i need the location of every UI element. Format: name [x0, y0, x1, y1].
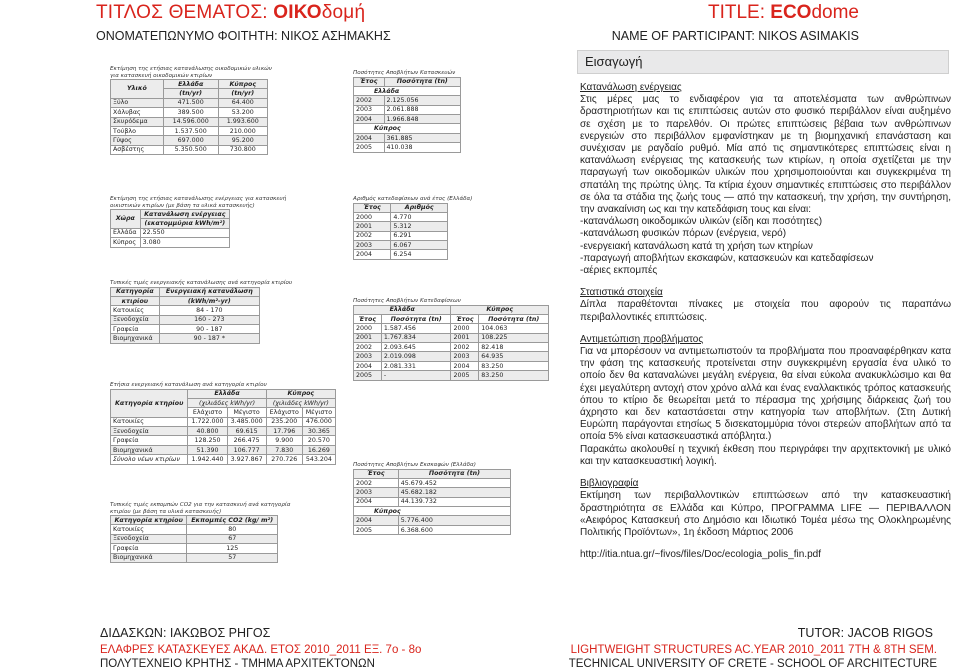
table-cell: 1.966.848: [384, 115, 460, 124]
table-cell: Ξενοδοχεία: [111, 534, 187, 543]
column-header: Έτος: [354, 203, 391, 212]
table-cell: 2003: [354, 105, 385, 114]
table-row: [111, 145, 268, 154]
table-row: [354, 250, 448, 259]
column-header: Αριθμός: [391, 203, 448, 212]
table-row: [354, 488, 511, 497]
table-cell: 108.225: [479, 333, 549, 342]
intro-section-box: [577, 50, 949, 74]
table-demolitions: [353, 196, 473, 260]
table-row: [354, 105, 461, 114]
heading-solution: Αντιμετώπιση προβλήματος: [580, 333, 704, 345]
table-cell: Ελλάδα: [111, 228, 141, 237]
student-name-english: NAME OF PARTICIPANT: NIKOS ASIMAKIS: [611, 29, 859, 43]
table-cell: 2002: [451, 343, 479, 352]
column-header: Κατηγορία κτηρίου: [111, 516, 187, 525]
table-row: [111, 126, 268, 135]
table-row: [354, 371, 549, 380]
column-header: Ελλάδα: [163, 80, 218, 89]
table-cell: 697.000: [163, 136, 218, 145]
table-caption: Ποσότητες Αποβλήτων Εκσκαφών (Ελλάδα): [353, 462, 476, 468]
table-cell: Ξύλο: [111, 98, 164, 107]
table-cell: 53.200: [218, 108, 267, 117]
table-row: [354, 143, 461, 152]
column-header: Ποσότητα (tn): [381, 314, 451, 323]
table-cell: 2004: [354, 497, 399, 506]
table-cell: 2003: [354, 488, 399, 497]
course-greek: ΕΛΑΦΡΕΣ ΚΑΤΑΣΚΕΥΕΣ ΑΚΑΔ. ΕΤΟΣ 2010_2011 ΕΞ. 7ο - 8ο: [100, 644, 422, 656]
table-cell: 20.570: [302, 436, 335, 445]
column-header: Κατανάλωση ενέργειας: [140, 210, 229, 219]
table-cell: 2005: [354, 525, 399, 534]
table-cell: 5.776.400: [398, 516, 510, 525]
column-header: Κύπρος: [218, 80, 267, 89]
table-cell: Βιομηχανικά: [111, 445, 188, 454]
table-cell: 5.312: [391, 222, 448, 231]
text-column: [580, 82, 951, 561]
table-cell: 2003: [451, 352, 479, 361]
column-header: Ελλάδα: [354, 305, 451, 314]
table-cell: 45.682.182: [398, 488, 510, 497]
table-caption: Εκτίμηση της ετήσιας κατανάλωσης οικοδομικών υλικών για κατασκευή οικοδομικών κτιρίων: [110, 66, 272, 79]
table-cell: Ξενοδοχεία: [111, 427, 188, 436]
table-row: [354, 352, 549, 361]
table-cell: Γραφεία: [111, 325, 160, 334]
list-item: -ενεργειακή κατανάλωση κατά τη χρήση των κτηρίων: [580, 240, 813, 252]
paragraph-energy: Στις μέρες μας το ενδιαφέρον για τα αποτελέσματα των ανθρώπινων δραστηριοτήτων και τις επιπτώσεις αυτών στο φυσικό περιβάλλον είναι αυξημένο σε σχέση με το παρελθόν. Οι πρώτες επιπτώσεις βέβαια των ανθρώπινων ενεργειών στο περιβάλλον εμφανίστηκαν με τη βιομηχανική επανάσταση και συνέχισαν με ραγδαίο ρυθμό. Μία από τις σημαντικότερες επιπτώσεις είναι η κατανάλωση ενέργειας της κατασκευής των κτιρίων, η οποία σχετίζεται με την παραγωγή των οικοδομικών υλικών που χρησιμοποιούνται και συγκεκριμένα τη σπατάλη της πρώτης ύλης. Τα κτίρια έχουν σημαντικές επιπτώσεις στο περιβάλλον σε όλα τα στάδια της ζωής τους — από την κατασκευή, την χρήση, την συντήρηση, την ανακαίνιση ως και την κατεδάφιση τους και είναι:: [580, 94, 951, 216]
table-cell: 471.500: [163, 98, 218, 107]
table-cell: 44.139.732: [398, 497, 510, 506]
column-header: Χώρα: [111, 210, 141, 229]
table-row: [111, 534, 278, 543]
table-row: [111, 315, 260, 324]
group-label: Κύπρος: [354, 507, 511, 516]
table-cell: Σκυρόδεμα: [111, 117, 164, 126]
column-header: Ενεργειακή κατανάλωση: [159, 287, 259, 296]
table-cell: Γύψος: [111, 136, 164, 145]
table-cell: 2004: [451, 361, 479, 370]
table-cell: 2.081.331: [381, 361, 451, 370]
table-cell: 2001: [354, 222, 391, 231]
table-row: [111, 228, 230, 237]
table-caption: Ποσότητες Αποβλήτων Κατεδαφίσεων: [353, 298, 461, 304]
table-row: [111, 108, 268, 117]
table-cell: 83.250: [479, 371, 549, 380]
table-caption: Αριθμός κατεδαφίσεων ανά έτος (Ελλάδα): [353, 196, 473, 202]
table-row: [354, 96, 461, 105]
table-cell: 410.038: [384, 143, 460, 152]
table-cell: 476.000: [302, 417, 335, 426]
paragraph-followup: Παρακάτω ακολουθεί η τεχνική έκθεση που περιγράφει την αρχιτεκτονική με υλικό και την κατασκευαστική λογική.: [580, 443, 951, 467]
table-caption: Ποσότητες Αποβλήτων Κατασκευών: [353, 70, 456, 76]
table-cell: Τούβλο: [111, 126, 164, 135]
table-row: [111, 455, 336, 464]
table-row: [111, 544, 278, 553]
table-demolition-waste: [353, 298, 553, 381]
table-energy-country: [110, 196, 300, 248]
table-cell: 80: [187, 525, 278, 534]
table-cell: 95.200: [218, 136, 267, 145]
table-cell: 2004: [354, 250, 391, 259]
column-header: Ελλάδα: [188, 389, 266, 398]
intro-label: Εισαγωγή: [585, 54, 643, 69]
column-header: Μέγιστο: [227, 408, 266, 417]
table-cell: 389.500: [163, 108, 218, 117]
table-cell: 104.063: [479, 324, 549, 333]
table-row: [354, 222, 448, 231]
supervisor-name: ΔΙΔΑΣΚΩΝ: ΙΑΚΩΒΟΣ ΡΗΓΟΣ: [100, 626, 271, 640]
column-header: (kWh/m²-yr): [159, 296, 259, 305]
table-caption: Εκτίμηση της ετήσιας κατανάλωσης ενέργειας για κατασκευή οικιστικών κτιρίων (με βάση τα υλικά κατασκευής): [110, 196, 287, 209]
table-row: [111, 238, 230, 247]
title-english-prefix: TITLE:: [707, 2, 771, 23]
table-cell: 3.080: [140, 238, 229, 247]
table-cell: 6.368.600: [398, 525, 510, 534]
table-cell: 9.900: [266, 436, 302, 445]
column-header: Εκπομπές CO2 (kg/ m²): [187, 516, 278, 525]
table-row: [111, 306, 260, 315]
table-cell: 64.935: [479, 352, 549, 361]
table-cell: 2001: [354, 333, 382, 342]
table-cell: 64.400: [218, 98, 267, 107]
table-cell: 730.800: [218, 145, 267, 154]
table-row: [111, 117, 268, 126]
table-cell: 16.269: [302, 445, 335, 454]
paragraph-statistics: Δίπλα παραθέτονται πίνακες με στοιχεία που αφορούν τις παραπάνω περιβαλλοντικές επιπτώσεις.: [580, 299, 951, 323]
table-row: [354, 133, 461, 142]
table-excavation-waste: [353, 462, 513, 535]
table-cell: 2002: [354, 343, 382, 352]
heading-statistics: Στατιστικά στοιχεία: [580, 287, 663, 299]
column-header: (χιλιάδες kWh/yr): [188, 398, 266, 407]
table-cell: Ασβέστης: [111, 145, 164, 154]
group-label: Ελλάδα: [354, 86, 461, 95]
bibliography-link[interactable]: http://itia.ntua.gr/~fivos/files/Doc/ecologia_polis_fin.pdf: [580, 549, 821, 561]
column-header: Υλικό: [111, 80, 164, 99]
table-caption: Τυπικές τιμές ενεργειακής κατανάλωσης ανά κατηγορία κτιρίου: [110, 280, 293, 286]
table-cell: 2002: [354, 231, 391, 240]
table-cell: 90 - 187: [159, 325, 259, 334]
table-cell: Γραφεία: [111, 544, 187, 553]
table-cell: 7.830: [266, 445, 302, 454]
table-cell: Ξενοδοχεία: [111, 315, 160, 324]
table-cell: 1.767.834: [381, 333, 451, 342]
table-cell: 82.418: [479, 343, 549, 352]
table-row: [111, 417, 336, 426]
table-cell: 2004: [354, 516, 399, 525]
table-cell: 210.000: [218, 126, 267, 135]
table-construction-waste: [353, 70, 463, 153]
table-row: [111, 98, 268, 107]
table-cell: 2004: [354, 361, 382, 370]
title-greek-suffix: δομή: [321, 2, 366, 23]
heading-bibliography: Βιβλιογραφία: [580, 478, 639, 490]
table-row: [354, 525, 511, 534]
table-cell: 6.291: [391, 231, 448, 240]
title-greek-prefix: ΤΙΤΛΟΣ ΘΕΜΑΤΟΣ:: [96, 2, 274, 23]
table-annual-energy: [110, 382, 346, 465]
table-caption: Ετήσια ενεργειακή κατανάλωση ανά κατηγορία κτιρίου: [110, 382, 267, 388]
title-greek-bold: ΟΙΚΟ: [273, 2, 322, 23]
column-header: Έτος: [354, 469, 399, 478]
table-cell: 128.250: [188, 436, 227, 445]
table-row: [354, 115, 461, 124]
table-row: [111, 136, 268, 145]
table-row: [111, 445, 336, 454]
table-cell: 69.615: [227, 427, 266, 436]
table-cell: 6.254: [391, 250, 448, 259]
table-cell: 2005: [354, 143, 385, 152]
table-cell: Κατοικίες: [111, 306, 160, 315]
student-name-greek: ΟΝΟΜΑΤΕΠΩΝΥΜΟ ΦΟΙΤΗΤΗ: ΝΙΚΟΣ ΑΣΗΜΑΚΗΣ: [96, 29, 391, 43]
table-cell: 2003: [354, 241, 391, 250]
table-row: [354, 231, 448, 240]
table-cell: 543.204: [302, 455, 335, 464]
table-cell: 1.722.000: [188, 417, 227, 426]
school-english: TECHNICAL UNIVERSITY OF CRETE - SCHOOL OF ARCHITECTURE: [568, 658, 937, 670]
table-row: [111, 325, 260, 334]
column-header: Μέγιστο: [302, 408, 335, 417]
table-cell: 2003: [354, 352, 382, 361]
table-energy-category: [110, 280, 300, 344]
table-cell: Κατοικίες: [111, 417, 188, 426]
table-materials: [110, 66, 278, 155]
table-cell: 1.942.440: [188, 455, 227, 464]
table-cell: 5.350.500: [163, 145, 218, 154]
table-row: [354, 343, 549, 352]
table-cell: 84 - 170: [159, 306, 259, 315]
table-cell: 83.250: [479, 361, 549, 370]
table-cell: 2000: [451, 324, 479, 333]
table-cell: 2002: [354, 478, 399, 487]
column-header: Ελάχιστο: [266, 408, 302, 417]
column-header: Έτος: [354, 77, 385, 86]
table-cell: 1.587.456: [381, 324, 451, 333]
table-cell: 22.550: [140, 228, 229, 237]
column-header: Ελάχιστο: [188, 408, 227, 417]
table-cell: 6.067: [391, 241, 448, 250]
table-cell: 2000: [354, 324, 382, 333]
table-row: [111, 553, 278, 562]
paragraph-bibliography: Εκτίμηση των περιβαλλοντικών επιπτώσεων από την κατασκευαστική δραστηριότητα σε Ελλάδα και Κύπρο, ΠΡΟΓΡΑΜΜΑ LIFE — ΠΕΡΙΒΑΛΛΟΝ «Αειφόρος Κατασκευή στο Δημόσιο και Ιδιωτικό Τομέα μέσω της Ολοκληρωμένης Πολιτικής Προϊόντων», 1η έκδοση Μάρτιος 2006: [580, 490, 951, 538]
column-header: Ποσότητα (tn): [384, 77, 460, 86]
column-header: Κατηγορία: [111, 287, 160, 296]
table-row: [111, 334, 260, 343]
table-cell: 2000: [354, 212, 391, 221]
title-greek: [96, 2, 365, 24]
tutor-name: TUTOR: JACOB RIGOS: [797, 626, 933, 640]
table-cell: 3.927.867: [227, 455, 266, 464]
title-english-suffix: dome: [811, 2, 859, 23]
table-cell: 17.796: [266, 427, 302, 436]
school-greek: ΠΟΛΥΤΕΧΝΕΙΟ ΚΡΗΤΗΣ - ΤΜΗΜΑ ΑΡΧΙΤΕΚΤΟΝΩΝ: [100, 658, 375, 670]
table-cell: 1.537.500: [163, 126, 218, 135]
table-cell: Σύνολο νέων κτιρίων: [111, 455, 188, 464]
column-header: (χιλιάδες kWh/yr): [266, 398, 335, 407]
list-item: -κατανάλωση οικοδομικών υλικών (είδη και ποσότητες): [580, 216, 823, 228]
table-cell: 2.019.098: [381, 352, 451, 361]
list-item: -αέριες εκπομπές: [580, 265, 658, 277]
table-cell: 2002: [354, 96, 385, 105]
list-item: -παραγωγή αποβλήτων εκσκαφών, κατασκευών και κατεδαφίσεων: [580, 252, 874, 264]
table-cell: 361.885: [384, 133, 460, 142]
table-cell: 67: [187, 534, 278, 543]
table-cell: 2.093.645: [381, 343, 451, 352]
table-row: [111, 427, 336, 436]
table-cell: 270.726: [266, 455, 302, 464]
table-cell: 266.475: [227, 436, 266, 445]
column-header: Ποσότητα (tn): [398, 469, 510, 478]
column-header: Κύπρος: [451, 305, 549, 314]
table-caption: Τυπικές τιμές εκπομπών CO2 για την κατασκευή ανά κατηγορία κτιρίου (με βάση τα υλικά κατασκευής): [110, 502, 291, 515]
table-cell: 30.365: [302, 427, 335, 436]
column-header: Έτος: [354, 314, 382, 323]
table-row: [111, 525, 278, 534]
column-header: Ποσότητα (tn): [479, 314, 549, 323]
paragraph-solution: Για να μπορέσουν να αντιμετωπιστούν τα προβλήματα που προαναφέρθηκαν κατα την φάση της κατασκευής προτείνεται στην συγκεκριμένη εργασία ένα υλικό το οποίο δεν θα καταναλώνει μεγάλη ενέργεια, θα είναι εύκολα ανακυκλώσιμο και θα έχει μεγαλύτερη αντοχή στον χρόνο αλλά και ένας εναλλακτικός τρόπος κατασκευής όπου το κτίριο δε θεωρείται μετά το πέρασμα της χρήσιμης διάρκειας ζωή του άχρηστο και δεν καταστάσεται στην κατηγορία των αποβλήτων. (Στη Δυτική Ευρώπη παράγονται ετησίως 5 δισεκατομμύρια τόνοι στερεών αποβλήτων από τα οποία 5% είναι κατασκευαστικά απόβλητα.): [580, 346, 951, 443]
table-cell: 40.800: [188, 427, 227, 436]
column-header: Κύπρος: [266, 389, 335, 398]
table-row: [354, 361, 549, 370]
table-cell: Βιομηχανικά: [111, 334, 160, 343]
table-cell: Κατοικίες: [111, 525, 187, 534]
table-co2: [110, 502, 310, 563]
table-cell: 51.390: [188, 445, 227, 454]
column-header: κτιρίου: [111, 296, 160, 305]
table-row: [354, 516, 511, 525]
table-cell: 160 - 273: [159, 315, 259, 324]
table-cell: 2005: [451, 371, 479, 380]
column-header: Έτος: [451, 314, 479, 323]
table-row: [354, 478, 511, 487]
title-english-bold: ECO: [770, 2, 812, 23]
course-english: LIGHTWEIGHT STRUCTURES AC.YEAR 2010_2011 7TH & 8TH SEM.: [570, 644, 937, 656]
column-header: (tn/yr): [218, 89, 267, 98]
table-cell: 57: [187, 553, 278, 562]
table-cell: Χάλυβας: [111, 108, 164, 117]
title-english: [708, 2, 859, 24]
table-cell: 106.777: [227, 445, 266, 454]
table-row: [354, 324, 549, 333]
table-cell: 3.485.000: [227, 417, 266, 426]
table-cell: 2.125.056: [384, 96, 460, 105]
table-cell: 2005: [354, 371, 382, 380]
table-cell: 2001: [451, 333, 479, 342]
column-header: (εκατομμύρια kWh/m²): [140, 219, 229, 228]
table-cell: 14.596.000: [163, 117, 218, 126]
table-row: [354, 241, 448, 250]
table-cell: Κύπρος: [111, 238, 141, 247]
table-cell: 235.200: [266, 417, 302, 426]
table-cell: Βιομηχανικά: [111, 553, 187, 562]
table-cell: 4.770: [391, 212, 448, 221]
table-cell: -: [381, 371, 451, 380]
column-header: (tn/yr): [163, 89, 218, 98]
table-cell: 2.061.888: [384, 105, 460, 114]
group-label: Κύπρος: [354, 124, 461, 133]
heading-energy: Κατανάλωση ενέργειας: [580, 82, 682, 93]
table-cell: 45.679.452: [398, 478, 510, 487]
table-row: [354, 212, 448, 221]
table-cell: 2004: [354, 115, 385, 124]
table-row: [111, 436, 336, 445]
column-header: Κατηγορία κτηρίου: [111, 389, 188, 417]
table-cell: 2004: [354, 133, 385, 142]
table-cell: Γραφεία: [111, 436, 188, 445]
table-row: [354, 333, 549, 342]
table-cell: 1.993.600: [218, 117, 267, 126]
table-row: [354, 497, 511, 506]
list-item: -κατανάλωση φυσικών πόρων (ενέργεια, νερό): [580, 228, 787, 240]
table-cell: 125: [187, 544, 278, 553]
table-cell: 90 - 187 *: [159, 334, 259, 343]
